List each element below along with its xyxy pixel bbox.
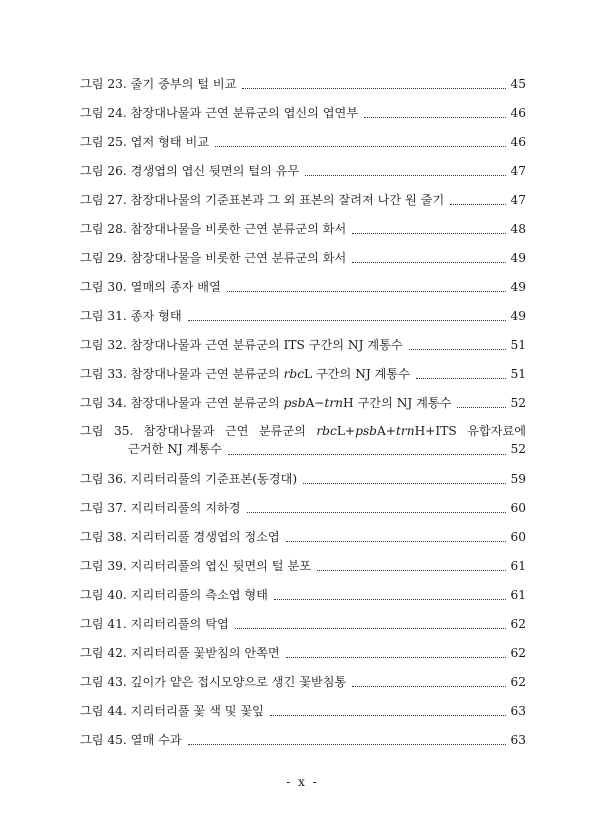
leader-dots <box>188 743 506 745</box>
toc-entry <box>80 458 526 487</box>
entry-label: 그림 40. 지리터리풀의 측소엽 형태 <box>80 588 268 602</box>
leader-dots <box>409 348 506 350</box>
toc-entry <box>80 208 526 237</box>
leader-dots <box>317 569 506 571</box>
toc-entry <box>80 266 526 295</box>
toc-entry <box>80 574 526 603</box>
entry-page: 47 <box>510 164 526 178</box>
entry-label: 그림 34. 참장대나물과 근연 분류군의 psbA−trnH 구간의 NJ 계통수 <box>80 396 452 410</box>
leader-dots <box>352 232 506 234</box>
leader-dots <box>305 174 506 176</box>
leader-dots <box>286 540 506 542</box>
entry-page: 61 <box>510 588 526 602</box>
leader-dots <box>235 627 506 629</box>
entry-page: 61 <box>510 559 526 573</box>
toc-entry <box>80 92 526 121</box>
entry-label: 그림 42. 지리터리풀 꽃받침의 안쪽면 <box>80 646 280 660</box>
entry-label: 그림 37. 지리터리풀의 지하경 <box>80 501 241 515</box>
toc-entry <box>80 63 526 92</box>
entry-page: 51 <box>510 367 526 381</box>
entry-page: 60 <box>510 530 526 544</box>
table-of-figures <box>80 63 526 748</box>
leader-dots <box>242 87 506 89</box>
entry-page: 62 <box>510 617 526 631</box>
leader-dots <box>247 511 506 513</box>
entry-page: 48 <box>510 222 526 236</box>
toc-entry <box>80 179 526 208</box>
leader-dots <box>457 406 506 408</box>
entry-page: 45 <box>510 77 526 91</box>
toc-entry <box>80 324 526 353</box>
entry-page: 59 <box>510 472 526 486</box>
toc-entry <box>80 237 526 266</box>
toc-entry <box>80 545 526 574</box>
entry-page: 60 <box>510 501 526 515</box>
toc-entry <box>80 632 526 661</box>
toc-entry <box>80 661 526 690</box>
toc-entry <box>80 719 526 748</box>
entry-label: 그림 28. 참장대나물을 비롯한 근연 분류군의 화서 <box>80 222 347 236</box>
entry-label: 그림 26. 경생엽의 엽신 뒷면의 털의 유무 <box>80 164 300 178</box>
page-number-footer: - x - <box>286 775 319 789</box>
entry-page: 51 <box>510 338 526 352</box>
entry-label: 그림 29. 참장대나물을 비롯한 근연 분류군의 화서 <box>80 251 347 265</box>
leader-dots <box>188 319 506 321</box>
leader-dots <box>416 377 506 379</box>
leader-dots <box>274 598 506 600</box>
leader-dots <box>352 685 506 687</box>
leader-dots <box>450 203 506 205</box>
entry-label: 그림 27. 참장대나물의 기준표본과 그 외 표본의 잘려져 나간 원 줄기 <box>80 193 445 207</box>
entry-page: 49 <box>510 280 526 294</box>
toc-entry <box>80 516 526 545</box>
entry-label: 그림 25. 엽저 형태 비교 <box>80 135 210 149</box>
entry-page: 62 <box>510 675 526 689</box>
toc-entry <box>80 487 526 516</box>
toc-entry <box>80 353 526 382</box>
entry-label: 그림 24. 참장대나물과 근연 분류군의 엽신의 엽연부 <box>80 106 359 120</box>
entry-page: 46 <box>510 135 526 149</box>
toc-entry <box>80 121 526 150</box>
entry-label: 그림 39. 지리터리풀의 엽신 뒷면의 털 분포 <box>80 559 311 573</box>
entry-page: 46 <box>510 106 526 120</box>
entry-page: 62 <box>510 646 526 660</box>
leader-dots <box>303 482 506 484</box>
entry-page: 63 <box>510 733 526 747</box>
entry-page: 52 <box>510 396 526 410</box>
entry-label: 그림 43. 깊이가 얕은 접시모양으로 생긴 꽃받침통 <box>80 675 347 689</box>
leader-dots <box>270 714 506 716</box>
toc-entry <box>80 603 526 632</box>
leader-dots <box>352 261 506 263</box>
leader-dots <box>227 290 506 292</box>
toc-entry <box>80 295 526 324</box>
entry-label: 그림 23. 줄기 중부의 털 비교 <box>80 77 237 91</box>
entry-page: 49 <box>510 251 526 265</box>
entry-label: 그림 35. 참장대나물과 근연 분류군의 rbcL+psbA+trnH+ITS 유합자료에 <box>80 424 527 438</box>
entry-page: 49 <box>510 309 526 323</box>
toc-entry <box>80 690 526 719</box>
entry-label: 그림 36. 지리터리풀의 기준표본(동경대) <box>80 472 298 486</box>
entry-page: 47 <box>510 193 526 207</box>
entry-label: 그림 30. 열매의 종자 배열 <box>80 280 221 294</box>
entry-label: 그림 32. 참장대나물과 근연 분류군의 ITS 구간의 NJ 계통수 <box>80 338 403 352</box>
toc-entry <box>80 150 526 179</box>
entry-label: 그림 45. 열매 수과 <box>80 733 182 747</box>
entry-page: 63 <box>510 704 526 718</box>
entry-label: 그림 31. 종자 형태 <box>80 309 182 323</box>
leader-dots <box>228 453 506 455</box>
entry-label: 그림 33. 참장대나물과 근연 분류군의 rbcL 구간의 NJ 계통수 <box>80 367 410 381</box>
toc-entry <box>80 382 526 411</box>
toc-entry <box>80 411 526 458</box>
entry-label-continued: 근거한 NJ 계통수 <box>128 442 222 456</box>
entry-page: 52 <box>510 442 526 456</box>
entry-label: 그림 44. 지리터리풀 꽃 색 및 꽃잎 <box>80 704 264 718</box>
leader-dots <box>364 116 506 118</box>
leader-dots <box>215 145 506 147</box>
entry-label: 그림 38. 지리터리풀 경생엽의 정소엽 <box>80 530 280 544</box>
entry-label: 그림 41. 지리터리풀의 탁엽 <box>80 617 229 631</box>
leader-dots <box>286 656 506 658</box>
